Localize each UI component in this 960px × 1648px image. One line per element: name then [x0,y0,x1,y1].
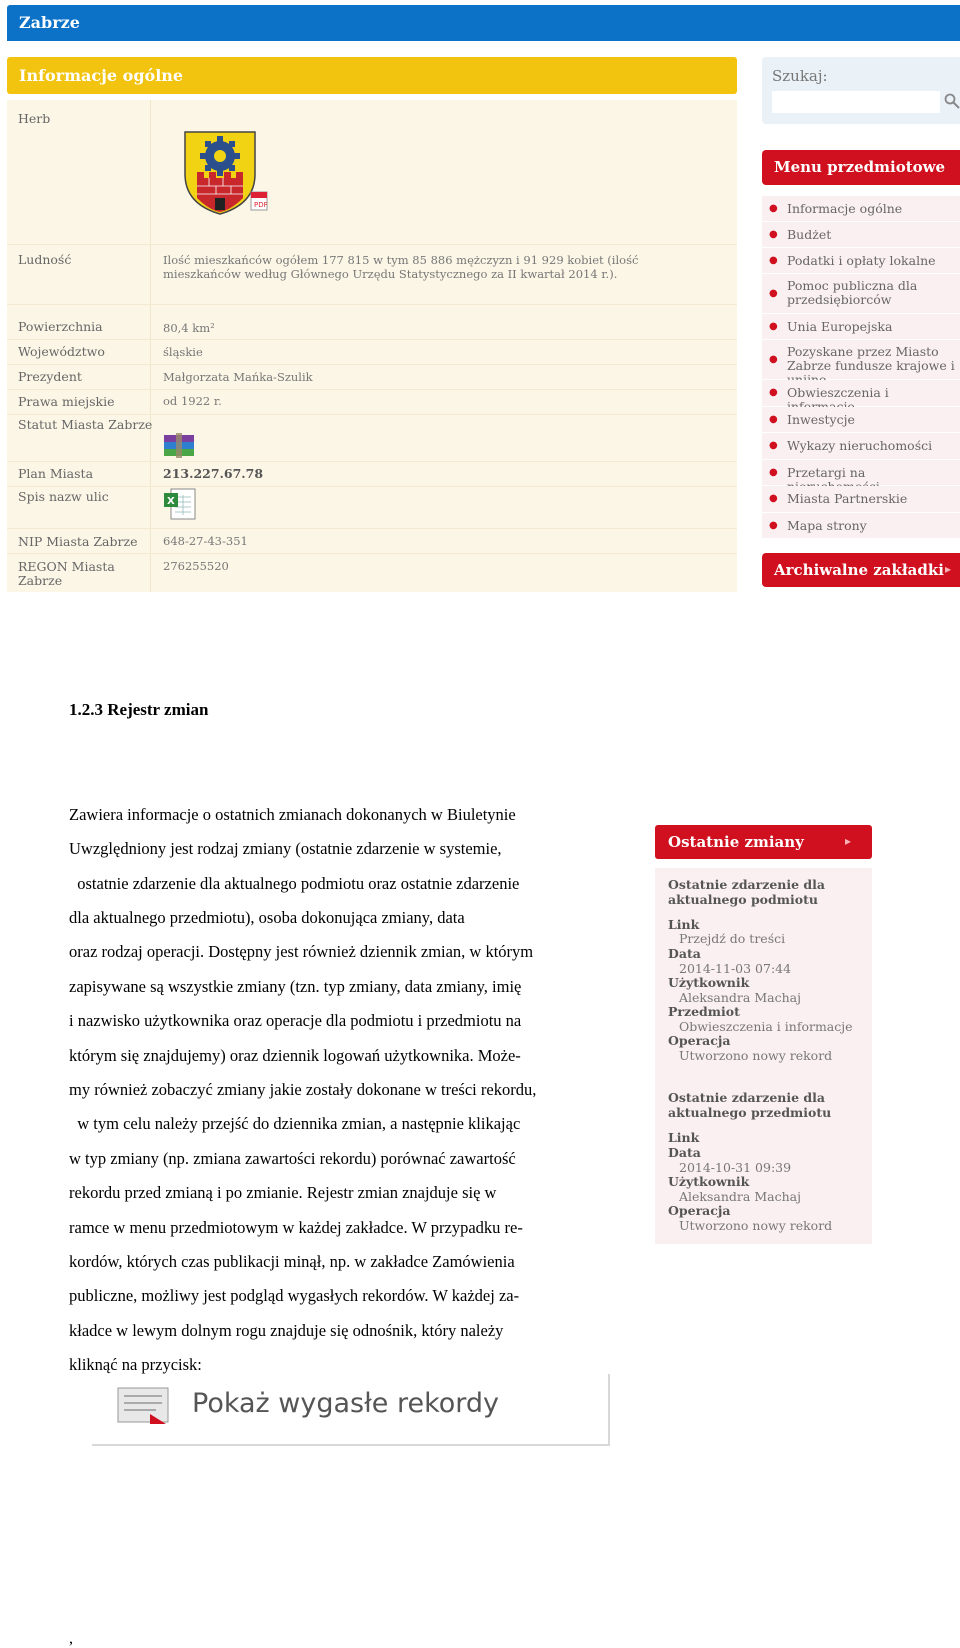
row-label: Województwo [18,344,105,359]
row-label: Prezydent [18,369,82,384]
operation-value: Utworzono nowy rekord [679,1218,833,1233]
spreadsheet-file-icon[interactable] [163,487,199,521]
arrow-right-icon: ▸ [845,834,852,848]
menu-item-unia-europejska[interactable] [762,314,960,340]
menu-item-label: Obwieszczenia i [787,385,889,400]
row-value[interactable]: 213.227.67.78 [163,466,264,481]
svg-text:PDF: PDF [254,201,268,209]
menu-item-fundusze[interactable] [762,340,960,380]
paragraph-line: kliknąć na przycisk: [69,1355,202,1374]
row-value: 80,4 km² [163,321,215,335]
table-row [7,487,737,529]
table-row [7,529,737,554]
subject-event-title: aktualnego podmiotu [668,892,818,907]
operation-value: Utworzono nowy rekord [679,1048,833,1063]
menu-title: Menu przedmiotowe [774,158,946,176]
menu-item-label: Mapa strony [787,518,867,533]
menu-item-informacje-ogolne[interactable] [762,196,960,222]
table-row [7,340,737,365]
recent-changes-header[interactable] [655,825,872,859]
go-to-content-link[interactable]: Przejdź do treści [679,931,786,946]
menu-item-label: Pozyskane przez Miasto Zabrze fundusze krajowe i [787,344,955,373]
search-label: Szukaj: [772,67,828,85]
bullet-icon: ● [769,321,778,332]
archive-file-icon[interactable] [163,433,197,459]
coat-of-arms-icon [179,128,279,220]
paragraph-line: ramce w menu przedmiotowym w każdej zakładce. W przypadku re- [69,1218,523,1237]
link-label: Link [668,1130,700,1145]
bullet-icon: ● [769,203,778,214]
archive-title: Archiwalne zakładki [774,561,944,579]
paragraph-line: kładce w lewym dolnym rogu znajduje się odnośnik, który należy [69,1321,504,1340]
paragraph-line: w tym celu należy przejść do dziennika zmian, a następnie klikając [69,1114,521,1133]
table-row [7,462,737,487]
row-label: NIP Miasta Zabrze [18,534,138,549]
bullet-icon: ● [769,414,778,425]
paragraph-line: i nazwisko użytkownika oraz operacje dla podmiotu i przedmiotu na [69,1011,522,1030]
object-event-title: aktualnego przedmiotu [668,1105,832,1120]
menu-item-label: Pomoc publiczna dla przedsiębiorców [787,278,918,307]
menu-item-miasta-partnerskie[interactable] [762,486,960,513]
recent-changes-panel [655,868,872,1244]
menu-item-pomoc-publiczna[interactable] [762,274,960,314]
section-heading: 1.2.3 Rejestr zmian [69,700,209,719]
subject-label: Przedmiot [668,1004,740,1019]
menu-item-label: Miasta Partnerskie [787,491,908,506]
row-label: Powierzchnia [18,319,103,334]
date-value: 2014-10-31 09:39 [679,1160,792,1175]
menu-item-label: Unia Europejska [787,319,893,334]
paragraph-line: dla aktualnego przedmiotu), osoba dokonująca zmiany, data [69,908,465,927]
menu-item-label: Informacje ogólne [787,201,903,216]
operation-label: Operacja [668,1203,731,1218]
date-label: Data [668,1145,701,1160]
info-table [7,100,737,592]
bullet-icon: ● [769,440,778,451]
subject-event-title: Ostatnie zdarzenie dla [668,877,826,892]
user-label: Użytkownik [668,975,750,990]
paragraph-line: zapisywane są wszystkie zmiany (tzn. typ zmiany, data zmiany, imię [69,977,522,996]
row-value: 648-27-43-351 [163,534,248,548]
subject-value: Obwieszczenia i informacje [679,1019,853,1034]
table-row [7,100,737,245]
date-value: 2014-11-03 07:44 [679,961,792,976]
bullet-icon: ● [769,467,778,478]
paragraph-line: rekordu przed zmianą i po zmianie. Rejestr zmian znajduje się w [69,1183,497,1202]
menu-item-przetargi[interactable] [762,460,960,486]
bullet-icon: ● [769,354,778,365]
user-value: Aleksandra Machaj [679,990,801,1005]
menu-item-budzet[interactable] [762,222,960,248]
row-value: śląskie [163,345,203,359]
date-label: Data [668,946,701,961]
table-row [7,390,737,415]
show-expired-records-button[interactable] [92,1374,610,1446]
row-label: Plan Miasta [18,466,94,481]
arrow-right-icon: ▸ [945,562,952,576]
paragraph-line: Zawiera informacje o ostatnich zmianach dokonanych w Biuletynie [69,805,516,824]
bullet-icon: ● [769,387,778,398]
table-row [7,365,737,390]
menu-item-label: Wykazy nieruchomości [787,438,933,453]
row-label: Herb [18,111,51,126]
menu-item-obwieszczenia[interactable] [762,380,960,407]
section-title: Informacje ogólne [19,66,184,85]
row-label: Ludność [18,252,72,267]
row-label: Spis nazw ulic [18,489,109,504]
paragraph-line: my również zobaczyć zmiany jakie zostały dokonane w treści rekordu, [69,1080,537,1099]
paragraph-line: oraz rodzaj operacji. Dostępny jest również dziennik zmian, w którym [69,942,534,961]
paragraph-line: kordów, których czas publikacji minął, np. w zakładce Zamówienia [69,1252,515,1271]
search-icon[interactable] [944,93,960,109]
row-value: Ilość mieszkańców ogółem 177 815 w tym 85 886 mężczyzn i 91 929 kobiet (ilość mieszkańców według Głównego Urzędu Statystycznego za II kwartał 2014 r.). [163,253,639,281]
user-value: Aleksandra Machaj [679,1189,801,1204]
row-label: Prawa miejskie [18,394,115,409]
menu-item-label: Przetargi na [787,465,866,480]
paragraph-line: ostatnie zdarzenie dla aktualnego podmiotu oraz ostatnie zdarzenie [69,874,520,893]
object-event-title: Ostatnie zdarzenie dla [668,1090,826,1105]
bullet-icon: ● [769,255,778,266]
row-value: Małgorzata Mańka-Szulik [163,370,313,384]
row-value: od 1922 r. [163,394,222,408]
menu-item-podatki[interactable] [762,248,960,274]
paragraph-line: publiczne, możliwy jest podgląd wygasłych rekordów. W każdej za- [69,1286,520,1305]
site-header-bar [7,5,960,41]
menu-item-inwestycje[interactable] [762,407,960,433]
link-label: Link [668,917,700,932]
trailing-text: , [69,1630,73,1647]
menu-item-wykazy[interactable] [762,433,960,460]
svg-text:X: X [167,496,175,507]
row-label: REGON Miasta Zabrze [18,559,115,588]
bullet-icon: ● [769,520,778,531]
bullet-icon: ● [769,288,778,299]
bullet-icon: ● [769,493,778,504]
operation-label: Operacja [668,1033,731,1048]
paragraph-line: w typ zmiany (np. zmiana zawartości rekordu) porównać zawartość [69,1149,516,1168]
menu-item-label: Podatki i opłaty lokalne [787,253,936,268]
menu-header [762,150,960,185]
search-input[interactable] [772,91,940,113]
menu-item-mapa-strony[interactable] [762,513,960,539]
row-label: Statut Miasta Zabrze [18,417,153,432]
paragraph-line: którym się znajdujemy) oraz dziennik logowań użytkownika. Może- [69,1046,521,1065]
table-row [7,245,737,305]
search-box [762,57,960,124]
show-expired-records-label: Pokaż wygasłe rekordy [192,1388,500,1419]
recent-changes-title: Ostatnie zmiany [668,833,804,851]
user-label: Użytkownik [668,1174,750,1189]
bullet-icon: ● [769,229,778,240]
table-row [7,554,737,592]
expired-records-icon [116,1384,174,1428]
section-header [7,57,737,94]
menu-item-label: Budżet [787,227,832,242]
table-row [7,315,737,340]
site-title[interactable]: Zabrze [19,13,80,32]
archive-tabs-button[interactable] [762,553,960,587]
menu-item-label: Inwestycje [787,412,855,427]
table-row [7,415,737,462]
row-value: 276255520 [163,559,229,573]
paragraph-line: Uwzględniony jest rodzaj zmiany (ostatnie zdarzenie w systemie, [69,839,502,858]
